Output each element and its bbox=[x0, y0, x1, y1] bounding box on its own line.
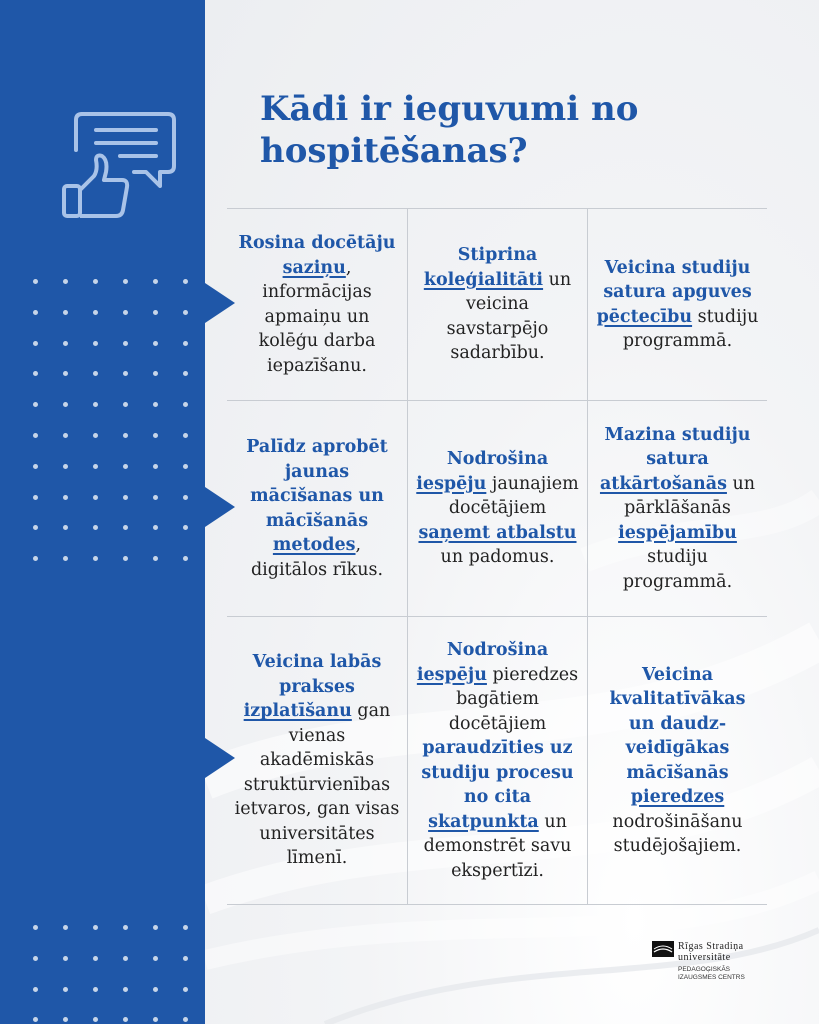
decorative-dot bbox=[153, 402, 158, 407]
decorative-dot bbox=[93, 402, 98, 407]
decorative-dot bbox=[183, 310, 188, 315]
decorative-dot bbox=[183, 556, 188, 561]
benefits-row bbox=[227, 208, 767, 400]
decorative-dot bbox=[63, 371, 68, 376]
decorative-dot bbox=[33, 402, 38, 407]
decorative-dot bbox=[93, 956, 98, 961]
benefit-cell bbox=[587, 617, 767, 904]
highlight-text: koleģialitāti bbox=[423, 269, 544, 290]
decorative-dot bbox=[123, 402, 128, 407]
sidebar-panel bbox=[0, 0, 205, 1024]
decorative-dot bbox=[33, 956, 38, 961]
decorative-dot bbox=[63, 495, 68, 500]
decorative-dot bbox=[123, 525, 128, 530]
highlight-text: metodes bbox=[272, 535, 356, 555]
decorative-dot bbox=[63, 956, 68, 961]
decorative-dot bbox=[93, 525, 98, 530]
benefits-row bbox=[227, 400, 767, 616]
benefit-cell bbox=[227, 617, 407, 904]
decorative-dot bbox=[153, 433, 158, 438]
benefit-text bbox=[594, 256, 761, 354]
decorative-dot bbox=[153, 310, 158, 315]
body-text: un demonstrēt savu ekspertīzi. bbox=[423, 811, 572, 881]
decorative-dot bbox=[93, 1017, 98, 1022]
benefit-cell bbox=[407, 209, 587, 400]
decorative-dot bbox=[183, 402, 188, 407]
decorative-dot bbox=[63, 341, 68, 346]
body-text: , digitālos rīkus. bbox=[250, 535, 384, 580]
highlight-text: pieredzes bbox=[630, 787, 725, 807]
decorative-dot bbox=[183, 341, 188, 346]
decorative-dot bbox=[183, 464, 188, 469]
decorative-dot bbox=[123, 956, 128, 961]
decorative-dot bbox=[63, 433, 68, 438]
decorative-dot bbox=[153, 495, 158, 500]
decorative-dot bbox=[63, 1017, 68, 1022]
body-text: nodrošināšanu studējošajiem. bbox=[612, 811, 743, 856]
decorative-dot bbox=[63, 925, 68, 930]
decorative-dot bbox=[183, 1017, 188, 1022]
benefit-text bbox=[414, 447, 581, 570]
benefit-cell bbox=[407, 617, 587, 904]
decorative-dot bbox=[33, 987, 38, 992]
highlight-text: izplatīšanu bbox=[243, 701, 352, 722]
body-text: un pārklāšanās bbox=[624, 473, 756, 519]
body-text: jaunajiem docētājiem bbox=[448, 473, 579, 519]
decorative-dot bbox=[153, 464, 158, 469]
decorative-dot bbox=[63, 556, 68, 561]
decorative-dot bbox=[93, 310, 98, 315]
benefit-text bbox=[594, 423, 761, 595]
decorative-dot bbox=[93, 433, 98, 438]
highlight-text: iespējamību bbox=[618, 522, 737, 543]
highlight-text: Veicina labās prakses bbox=[252, 652, 382, 697]
chat-thumbs-up-icon bbox=[60, 110, 180, 222]
benefits-grid bbox=[227, 208, 767, 905]
body-text: , informācijas apmaiņu un kolēģu darba iepazīšanu. bbox=[258, 257, 376, 376]
decorative-dot bbox=[123, 279, 128, 284]
decorative-dot bbox=[153, 556, 158, 561]
decorative-dot bbox=[153, 279, 158, 284]
body-text: gan vienas akadēmiskās struktūrvienības ietvaros, gan visas universitātes līmenī. bbox=[234, 701, 400, 869]
logo-line-2: universitāte bbox=[678, 952, 731, 963]
highlight-text: paraudzīties uz studiju procesu no cita bbox=[421, 738, 574, 807]
decorative-dot bbox=[33, 371, 38, 376]
highlight-text: Mazina studiju satura bbox=[604, 424, 751, 470]
benefit-text bbox=[594, 663, 761, 859]
benefit-text bbox=[233, 435, 401, 582]
decorative-dot bbox=[33, 279, 38, 284]
decorative-dot bbox=[123, 464, 128, 469]
highlight-text: Rosina docētāju bbox=[238, 233, 396, 253]
decorative-dot bbox=[183, 495, 188, 500]
highlight-text: saņemt atbalstu bbox=[418, 522, 577, 543]
decorative-dot bbox=[183, 925, 188, 930]
decorative-dot bbox=[183, 371, 188, 376]
decorative-dot bbox=[123, 310, 128, 315]
decorative-dot bbox=[93, 464, 98, 469]
decorative-dot bbox=[93, 495, 98, 500]
decorative-dot bbox=[123, 1017, 128, 1022]
decorative-dot bbox=[93, 341, 98, 346]
benefit-cell bbox=[227, 401, 407, 616]
decorative-dot bbox=[123, 987, 128, 992]
highlight-text: Palīdz aprobēt jaunas mācīšanas un mācīšanās bbox=[246, 437, 388, 531]
body-text: studiju programmā. bbox=[622, 547, 733, 592]
decorative-dot bbox=[123, 341, 128, 346]
decorative-dot bbox=[153, 987, 158, 992]
body-text: pieredzes bagātiem docētājiem bbox=[448, 664, 579, 734]
decorative-dot bbox=[123, 925, 128, 930]
decorative-dot bbox=[63, 464, 68, 469]
logo-subtitle bbox=[678, 966, 745, 982]
benefit-text bbox=[233, 231, 401, 378]
benefit-text bbox=[414, 243, 581, 366]
decorative-dot bbox=[153, 956, 158, 961]
body-text: un veicina savstarpējo sadarbību. bbox=[446, 269, 572, 364]
decorative-dot bbox=[63, 310, 68, 315]
decorative-dot bbox=[93, 987, 98, 992]
decorative-dot bbox=[93, 371, 98, 376]
highlight-text: iespēju bbox=[416, 473, 487, 494]
decorative-dot bbox=[183, 279, 188, 284]
highlight-text: Veicina kvalitatīvākas un daudzveidīgākas mācīšanās bbox=[609, 664, 746, 783]
benefit-cell bbox=[407, 401, 587, 616]
decorative-dot bbox=[153, 1017, 158, 1022]
decorative-dot bbox=[63, 525, 68, 530]
decorative-dot bbox=[153, 525, 158, 530]
body-text: un padomus. bbox=[440, 547, 555, 568]
decorative-dot bbox=[183, 433, 188, 438]
decorative-dot bbox=[63, 402, 68, 407]
logo-line-3: PEDAGOĢISKĀS bbox=[678, 966, 731, 973]
decorative-dot bbox=[33, 525, 38, 530]
benefit-text bbox=[414, 638, 581, 883]
body-text: studiju programmā. bbox=[622, 306, 759, 351]
decorative-dot bbox=[153, 371, 158, 376]
logo-line-4: IZAUGSMES CENTRS bbox=[678, 974, 745, 981]
decorative-dot bbox=[63, 279, 68, 284]
highlight-text: Veicina studiju satura apguves bbox=[603, 257, 752, 302]
logo-line-1: Rīgas Stradiņa bbox=[678, 941, 744, 952]
highlight-text: skatpunkta bbox=[428, 811, 539, 832]
decorative-dot bbox=[33, 1017, 38, 1022]
highlight-text: Nodrošina bbox=[446, 449, 549, 470]
rsu-logo-mark bbox=[652, 941, 674, 957]
decorative-dot bbox=[153, 341, 158, 346]
highlight-text: Nodrošina bbox=[446, 640, 549, 660]
decorative-dot bbox=[33, 925, 38, 930]
benefit-cell bbox=[587, 209, 767, 400]
decorative-dot bbox=[123, 371, 128, 376]
decorative-dot bbox=[93, 556, 98, 561]
decorative-dot bbox=[123, 495, 128, 500]
benefit-cell bbox=[227, 209, 407, 400]
decorative-dot bbox=[93, 279, 98, 284]
highlight-text: pēctecību bbox=[596, 306, 693, 327]
highlight-text: iespēju bbox=[416, 664, 487, 685]
decorative-dot bbox=[183, 525, 188, 530]
benefit-cell bbox=[587, 401, 767, 616]
benefit-text bbox=[233, 650, 401, 871]
highlight-text: Stiprina bbox=[457, 245, 538, 266]
page-title: Kādi ir ieguvumi no hospitēšanas? bbox=[260, 89, 639, 171]
decorative-dot bbox=[33, 556, 38, 561]
highlight-text: atkārtošanās bbox=[599, 473, 727, 494]
decorative-dot bbox=[33, 495, 38, 500]
decorative-dot bbox=[63, 987, 68, 992]
decorative-dot bbox=[93, 925, 98, 930]
decorative-dot bbox=[123, 433, 128, 438]
highlight-text: saziņu bbox=[282, 257, 346, 278]
decorative-dot bbox=[153, 925, 158, 930]
decorative-dot bbox=[183, 956, 188, 961]
decorative-dot bbox=[33, 310, 38, 315]
decorative-dot bbox=[123, 556, 128, 561]
decorative-dot bbox=[33, 433, 38, 438]
decorative-dot bbox=[33, 464, 38, 469]
benefits-row bbox=[227, 616, 767, 905]
decorative-dot bbox=[33, 341, 38, 346]
decorative-dot bbox=[183, 987, 188, 992]
